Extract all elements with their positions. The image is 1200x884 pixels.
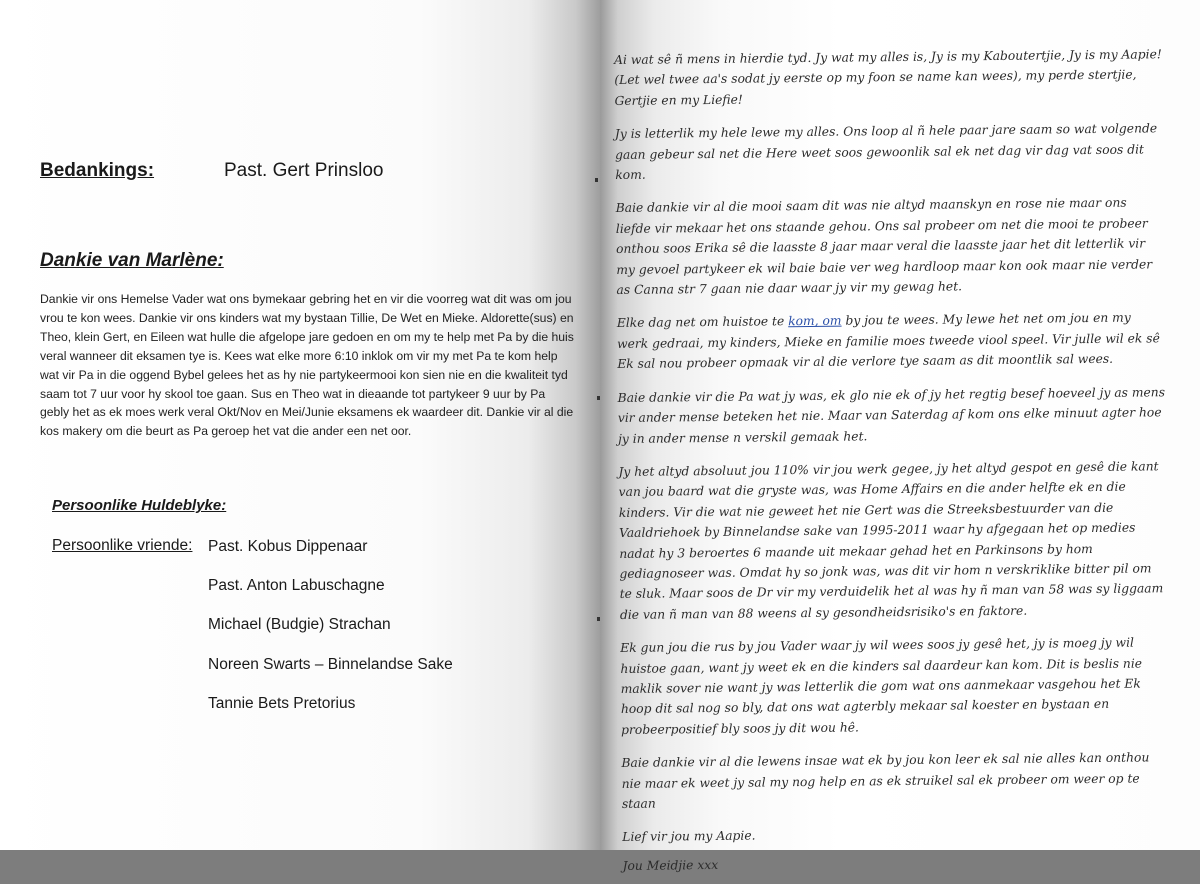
underlined-link-text[interactable]: kom, om [788, 314, 842, 329]
letter-paragraph: Baie dankie vir die Pa wat jy was, ek glo nie ek of jy het regtig besef hoeveel jy as mens vir ander mense beteken het nie. Maar van Saterdag af kom ons elke minuut agter hoe jy in ander mense n verskil gemaak het. [617, 384, 1166, 446]
friends-label: Persoonlike vriende: [52, 537, 193, 554]
friend-item: Past. Anton Labuschagne [208, 577, 385, 595]
left-page [0, 0, 600, 850]
binding-mark [595, 178, 598, 182]
handwritten-letter [614, 44, 1171, 884]
thanks-paragraph: Dankie vir ons Hemelse Vader wat ons bymekaar gebring het en vir die voorreg wat dit was om jou vrou te kon wees. Dankie vir ons kinders wat my bystaan Tillie, De Wet en Mieke. Aldorette(sus) en Theo, klein Gert, en Eileen wat hulle die afgelope jare gedoen en om my te help met Pa by die huis veral wanneer dit eksamen tye is. Kees wat elke more 6:10 inklok om vir my met Pa te kom help wat vir Pa in die oggend Bybel gelees het as hy nie partykeermooi kon sien nie en die kwaliteit tyd saam tot 7 uur voor hy skool toe gaan. Sus en Theo wat in dieaande tot partykeer 9 uur by Pa gebly het as ek moes werk veral Okt/Nov en Mei/Junie eksamens ek waardeer dit. Dankie vir al die kos makery om die beurt as Pa geroep het vat die ander een net oor. [40, 292, 574, 439]
friends-list [208, 537, 453, 733]
letter-paragraph: Jy het altyd absoluut jou 110% vir jou werk gegee, jy het altyd gespot en gesê die kant van jou baard wat die gryste was, was Home Affairs en die ander helfte ek en die kinders. Vir die wat nie geweet het nie Gert was die Streeksbestuurder van die Vaaldriehoek by Binnelandse sake van 1995-2011 waar hy afgegaan het op medies nadat hy 3 beroertes 6 maande uit mekaar gehad het en Parkinsons by hom gediagnoseer was. Omdat hy so jonk was, was dit vir hom n verskriklike bitter pil om te sluk. Maar soos de Dr vir my verduidelik het al was hy ñ man van 58 was sy liggaam die van ñ man van 88 weens al sy gesondheidsrisiko's en faktore. [618, 459, 1164, 622]
letter-paragraph: Jy is letterlik my hele lewe my alles. Ons loop al ñ hele paar jare saam so wat volgende gaan gebeur sal net die Here weet soos gewoonlik sal ek net dag vir dag vat soos dit kom. [614, 121, 1158, 183]
binding-mark [597, 396, 600, 400]
letter-paragraph: Ek gun jou die rus by jou Vader waar jy wil wees soos jy gesê het, jy is moeg jy wil huistoe gaan, want jy weet ek en die kinders sal daardeur kan kom. Dit is beslis nie maklik sover nie want jy was letterlik die gom wat ons aanmekaar vasgehou het Ek hoop dit sal nog so bly, dat ons wat agterbly mekaar sal koester en bystaan en probeerpositief bly soos jy dit wou hê. [620, 635, 1143, 737]
letter-closing: Lief vir jou my Aapie. [622, 828, 756, 845]
letter-paragraph: Ai wat sê ñ mens in hierdie tyd. Jy wat my alles is, Jy is my Kaboutertjie, Jy is my Aapie! (Let wel twee aa's sodat jy eerste op my foon se name kan wees), my perde stertjie, Gertjie en my Liefie! [614, 47, 1162, 108]
friend-item: Noreen Swarts – Binnelandse Sake [208, 655, 453, 673]
binding-mark [597, 617, 600, 621]
letter-paragraph: Baie dankie vir al die lewens insae wat ek by jou kon leer ek sal nie alles kan onthou nie maar ek weet jy sal my nog help en as ek struikel sal ek probeer om weer op te staan [621, 750, 1150, 811]
letter-text: Elke dag net om huistoe te [616, 314, 789, 331]
letter-paragraph: Baie dankie vir al die mooi saam dit was nie altyd maanskyn en rose nie maar ons liefde vir mekaar het ons staande gehou. Ons sal probeer om net die mooi te probeer onthou soos Erika sê die laasste 8 jaar maar veral die laasste jaar het dit letterlik vir my gevoel partykeer ek wil baie baie ver weg hardloop maar kon ook maar nie verder as Canna str 7 gaan nie daar waar jy vir my gewag het. [615, 196, 1153, 298]
letter-text: by jou te wees. My lewe het net om jou en my werk gedraai, my kinders, Mieke en familie moes tweede viool speel. Vir julle wil ek sê Ek sal nou probeer opmaak vir al die verlore tye saam as dit moontlik sal wees. [617, 311, 1160, 372]
bedankings-heading: Bedankings: [40, 160, 155, 181]
letter-paragraph [617, 308, 1166, 375]
tributes-heading: Persoonlike Huldeblyke: [52, 497, 227, 514]
letter-signature: Jou Meidjie xxx [622, 857, 719, 873]
friend-item: Michael (Budgie) Strachan [208, 616, 391, 634]
pastor-name: Past. Gert Prinsloo [224, 160, 384, 181]
friend-item: Past. Kobus Dippenaar [208, 538, 368, 555]
friend-item: Tannie Bets Pretorius [208, 694, 356, 712]
dankie-heading: Dankie van Marlène: [40, 250, 224, 271]
